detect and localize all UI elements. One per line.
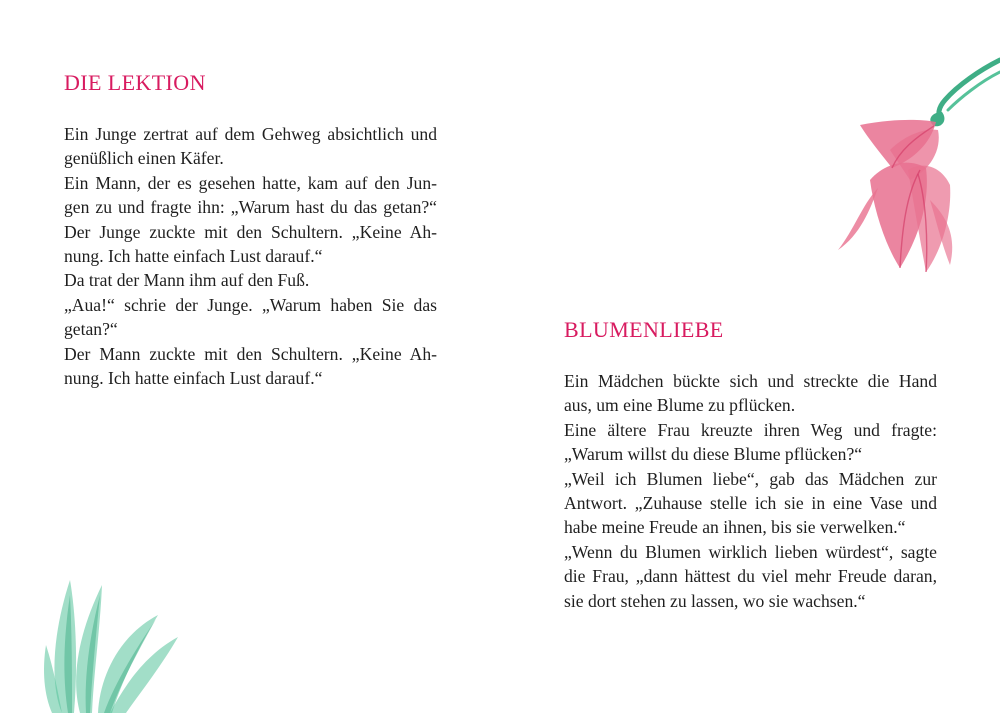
text-line: „Wenn du Blumen wirklich lieben würdest“, sagte [564,541,937,562]
text-line: aus, um eine Blume zu pflücken. [564,395,796,416]
story-text-blumenliebe [564,369,937,613]
text-line: genüßlich einen Käfer. [64,148,224,169]
text-line: „Aua!“ schrie der Junge. „Warum haben Sie das [64,294,437,315]
text-line: Der Junge zuckte mit den Schultern. „Keine Ah- [64,221,437,242]
text-line: Antwort. „Zuhause stelle ich sie in eine Vase und [564,493,937,514]
text-line: Da trat der Mann ihm auf den Fuß. [64,270,310,291]
text-line: Eine ältere Frau kreuzte ihren Weg und fragte: [564,419,937,440]
right-page [500,0,1000,713]
story-text-die-lektion [64,122,437,390]
text-line: getan?“ [64,319,118,340]
tulip-flower-illustration [830,50,1000,275]
text-line: gen zu und fragte ihn: „Warum hast du das getan?“ [64,197,437,218]
text-line: „Warum willst du diese Blume pflücken?“ [564,444,863,465]
text-line: Ein Mädchen bückte sich und streckte die Hand [564,371,937,391]
text-line: die Frau, „dann hättest du viel mehr Freude daran, [564,566,937,587]
leaves-illustration [40,575,185,713]
text-line: Der Mann zuckte mit den Schultern. „Keine Ah- [64,343,437,364]
text-line: Ein Mann, der es gesehen hatte, kam auf den Jun- [64,172,437,193]
text-line: „Weil ich Blumen liebe“, gab das Mädchen zur [564,468,937,489]
text-line: nung. Ich hatte einfach Lust darauf.“ [64,368,323,389]
text-line: sie dort stehen zu lassen, wo sie wachsen.“ [564,590,866,611]
text-line: Ein Junge zertrat auf dem Gehweg absichtlich und [64,124,437,144]
story-title-blumenliebe: BLUMENLIEBE [564,317,724,342]
text-line: nung. Ich hatte einfach Lust darauf.“ [64,246,323,267]
story-title-die-lektion: DIE LEKTION [64,70,206,95]
text-line: habe meine Freude an ihnen, bis sie verwelken.“ [564,517,906,538]
